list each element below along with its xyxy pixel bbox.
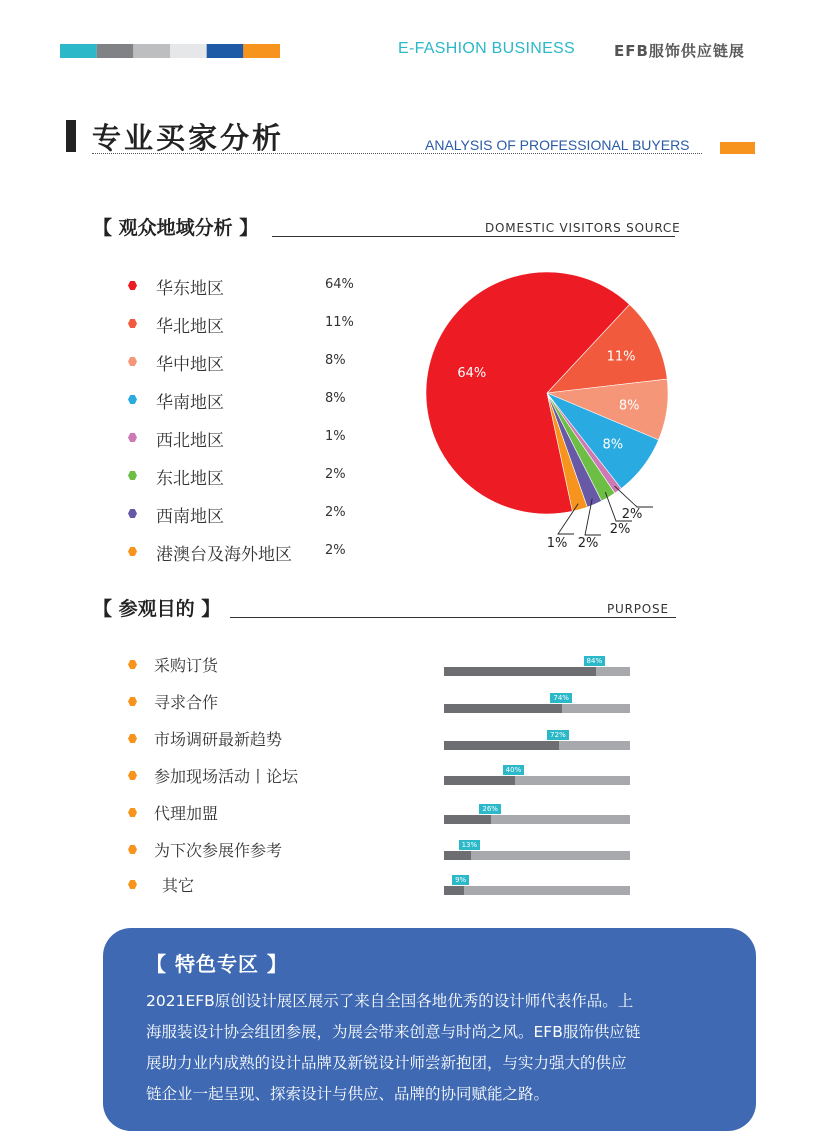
purpose-bar-label: 13% [459,840,481,850]
section-title-divider [92,153,702,154]
region-name: 华东地区 [156,279,224,299]
purpose-bar-fill [444,704,562,713]
region-name: 港澳台及海外地区 [156,545,292,565]
purpose-name: 参加现场活动丨论坛 [154,767,299,786]
purpose-bar-fill [444,886,464,895]
region-percent: 8% [325,353,346,368]
legend-bullet-icon [128,433,137,442]
purpose-item [126,873,426,897]
color-strip-segment [133,44,170,58]
purpose-name: 代理加盟 [154,804,219,823]
pie-slice-label: 8% [618,398,640,414]
purpose-bar-fill [444,667,596,676]
purpose-name: 其它 [162,876,195,895]
pie-slice-label: 2% [621,507,643,522]
purpose-bullet-icon [128,845,137,854]
regions-title-rule [272,236,675,237]
feature-title: 【 特色专区 】 [146,952,288,976]
purpose-bar-label: 72% [547,730,569,740]
purpose-bar-track [444,876,630,895]
region-name: 西南地区 [156,507,224,527]
purpose-item [126,801,426,825]
color-strip-segment [207,44,244,58]
region-percent: 11% [325,315,354,330]
purpose-bar-label: 74% [550,693,572,703]
region-percent: 2% [325,543,346,558]
region-name: 东北地区 [156,469,224,489]
purpose-name: 为下次参展作参考 [154,841,283,860]
feature-panel [103,928,756,1131]
purpose-name: 市场调研最新趋势 [154,730,283,749]
region-legend-item [126,426,366,450]
pie-slice-label: 64% [457,366,487,382]
region-legend-item [126,312,366,336]
purpose-bar-track [444,694,630,713]
legend-bullet-icon [128,395,137,404]
purpose-bullet-icon [128,660,137,669]
header-color-strip [60,44,280,58]
purpose-name: 采购订货 [154,656,219,675]
purpose-bar-track [444,731,630,750]
feature-line: 2021EFB原创设计展区展示了来自全国各地优秀的设计师代表作品。上 [146,992,634,1010]
purpose-title-rule [230,617,676,618]
legend-bullet-icon [128,509,137,518]
color-strip-segment [243,44,280,58]
region-legend-item [126,274,366,298]
purpose-item [126,690,426,714]
color-strip-segment [60,44,97,58]
purpose-bullet-icon [128,771,137,780]
purpose-item [126,838,426,862]
pie-slice-label: 2% [577,536,599,551]
region-percent: 8% [325,391,346,406]
purpose-bar-track [444,657,630,676]
region-percent: 2% [325,467,346,482]
purpose-bar-fill [444,776,515,785]
region-percent: 2% [325,505,346,520]
purpose-bullet-icon [128,880,137,889]
purpose-bar-track [444,805,630,824]
purpose-bar-fill [444,815,491,824]
region-percent: 1% [325,429,346,444]
purpose-item [126,764,426,788]
regions-title-en: DOMESTIC VISITORS SOURCE [485,221,681,235]
region-name: 华中地区 [156,355,224,375]
purpose-bar-label: 40% [503,765,525,775]
purpose-bullet-icon [128,808,137,817]
purpose-bar-track [444,766,630,785]
purpose-item [126,653,426,677]
region-legend-item [126,540,366,564]
legend-bullet-icon [128,357,137,366]
purpose-bar-fill [444,851,471,860]
purpose-bullet-icon [128,734,137,743]
region-legend-item [126,464,366,488]
section-title: 专业买家分析 [92,121,285,155]
legend-bullet-icon [128,471,137,480]
header-brand-en: E-FASHION BUSINESS [398,40,575,57]
legend-bullet-icon [128,547,137,556]
region-name: 西北地区 [156,431,224,451]
pie-slice-label: 1% [546,536,568,551]
purpose-bar-fill [444,741,559,750]
purpose-title: 【 参观目的 】 [93,598,221,620]
section-title-accent [720,142,755,154]
feature-line: 展助力业内成熟的设计品牌及新锐设计师尝新抱团，与实力强大的供应 [146,1054,627,1072]
region-legend-item [126,388,366,412]
pie-slice-label: 8% [602,437,624,453]
feature-line: 海服装设计协会组团参展，为展会带来创意与时尚之风。EFB服饰供应链 [146,1023,641,1041]
legend-bullet-icon [128,319,137,328]
regions-title: 【 观众地域分析 】 [93,217,259,239]
region-legend-item [126,502,366,526]
pie-slice-label: 2% [609,522,631,537]
purpose-bar-label: 84% [584,656,606,666]
section-title-marker [66,120,76,152]
region-pie-chart [400,260,700,560]
purpose-title-en: PURPOSE [607,602,669,616]
purpose-bar-track [444,841,630,860]
section-title-en: ANALYSIS OF PROFESSIONAL BUYERS [425,137,690,153]
legend-bullet-icon [128,281,137,290]
color-strip-segment [170,44,207,58]
region-legend-item [126,350,366,374]
feature-line: 链企业一起呈现、探索设计与供应、品牌的协同赋能之路。 [146,1085,550,1103]
purpose-item [126,727,426,751]
purpose-name: 寻求合作 [154,693,219,712]
purpose-bar-label: 9% [452,875,469,885]
region-name: 华北地区 [156,317,224,337]
feature-text [146,986,726,1110]
pie-slice-label: 11% [606,349,636,365]
purpose-bar-label: 26% [479,804,501,814]
color-strip-segment [97,44,134,58]
header-brand-cn: EFB服饰供应链展 [614,42,745,60]
region-percent: 64% [325,277,354,292]
region-name: 华南地区 [156,393,224,413]
purpose-bullet-icon [128,697,137,706]
